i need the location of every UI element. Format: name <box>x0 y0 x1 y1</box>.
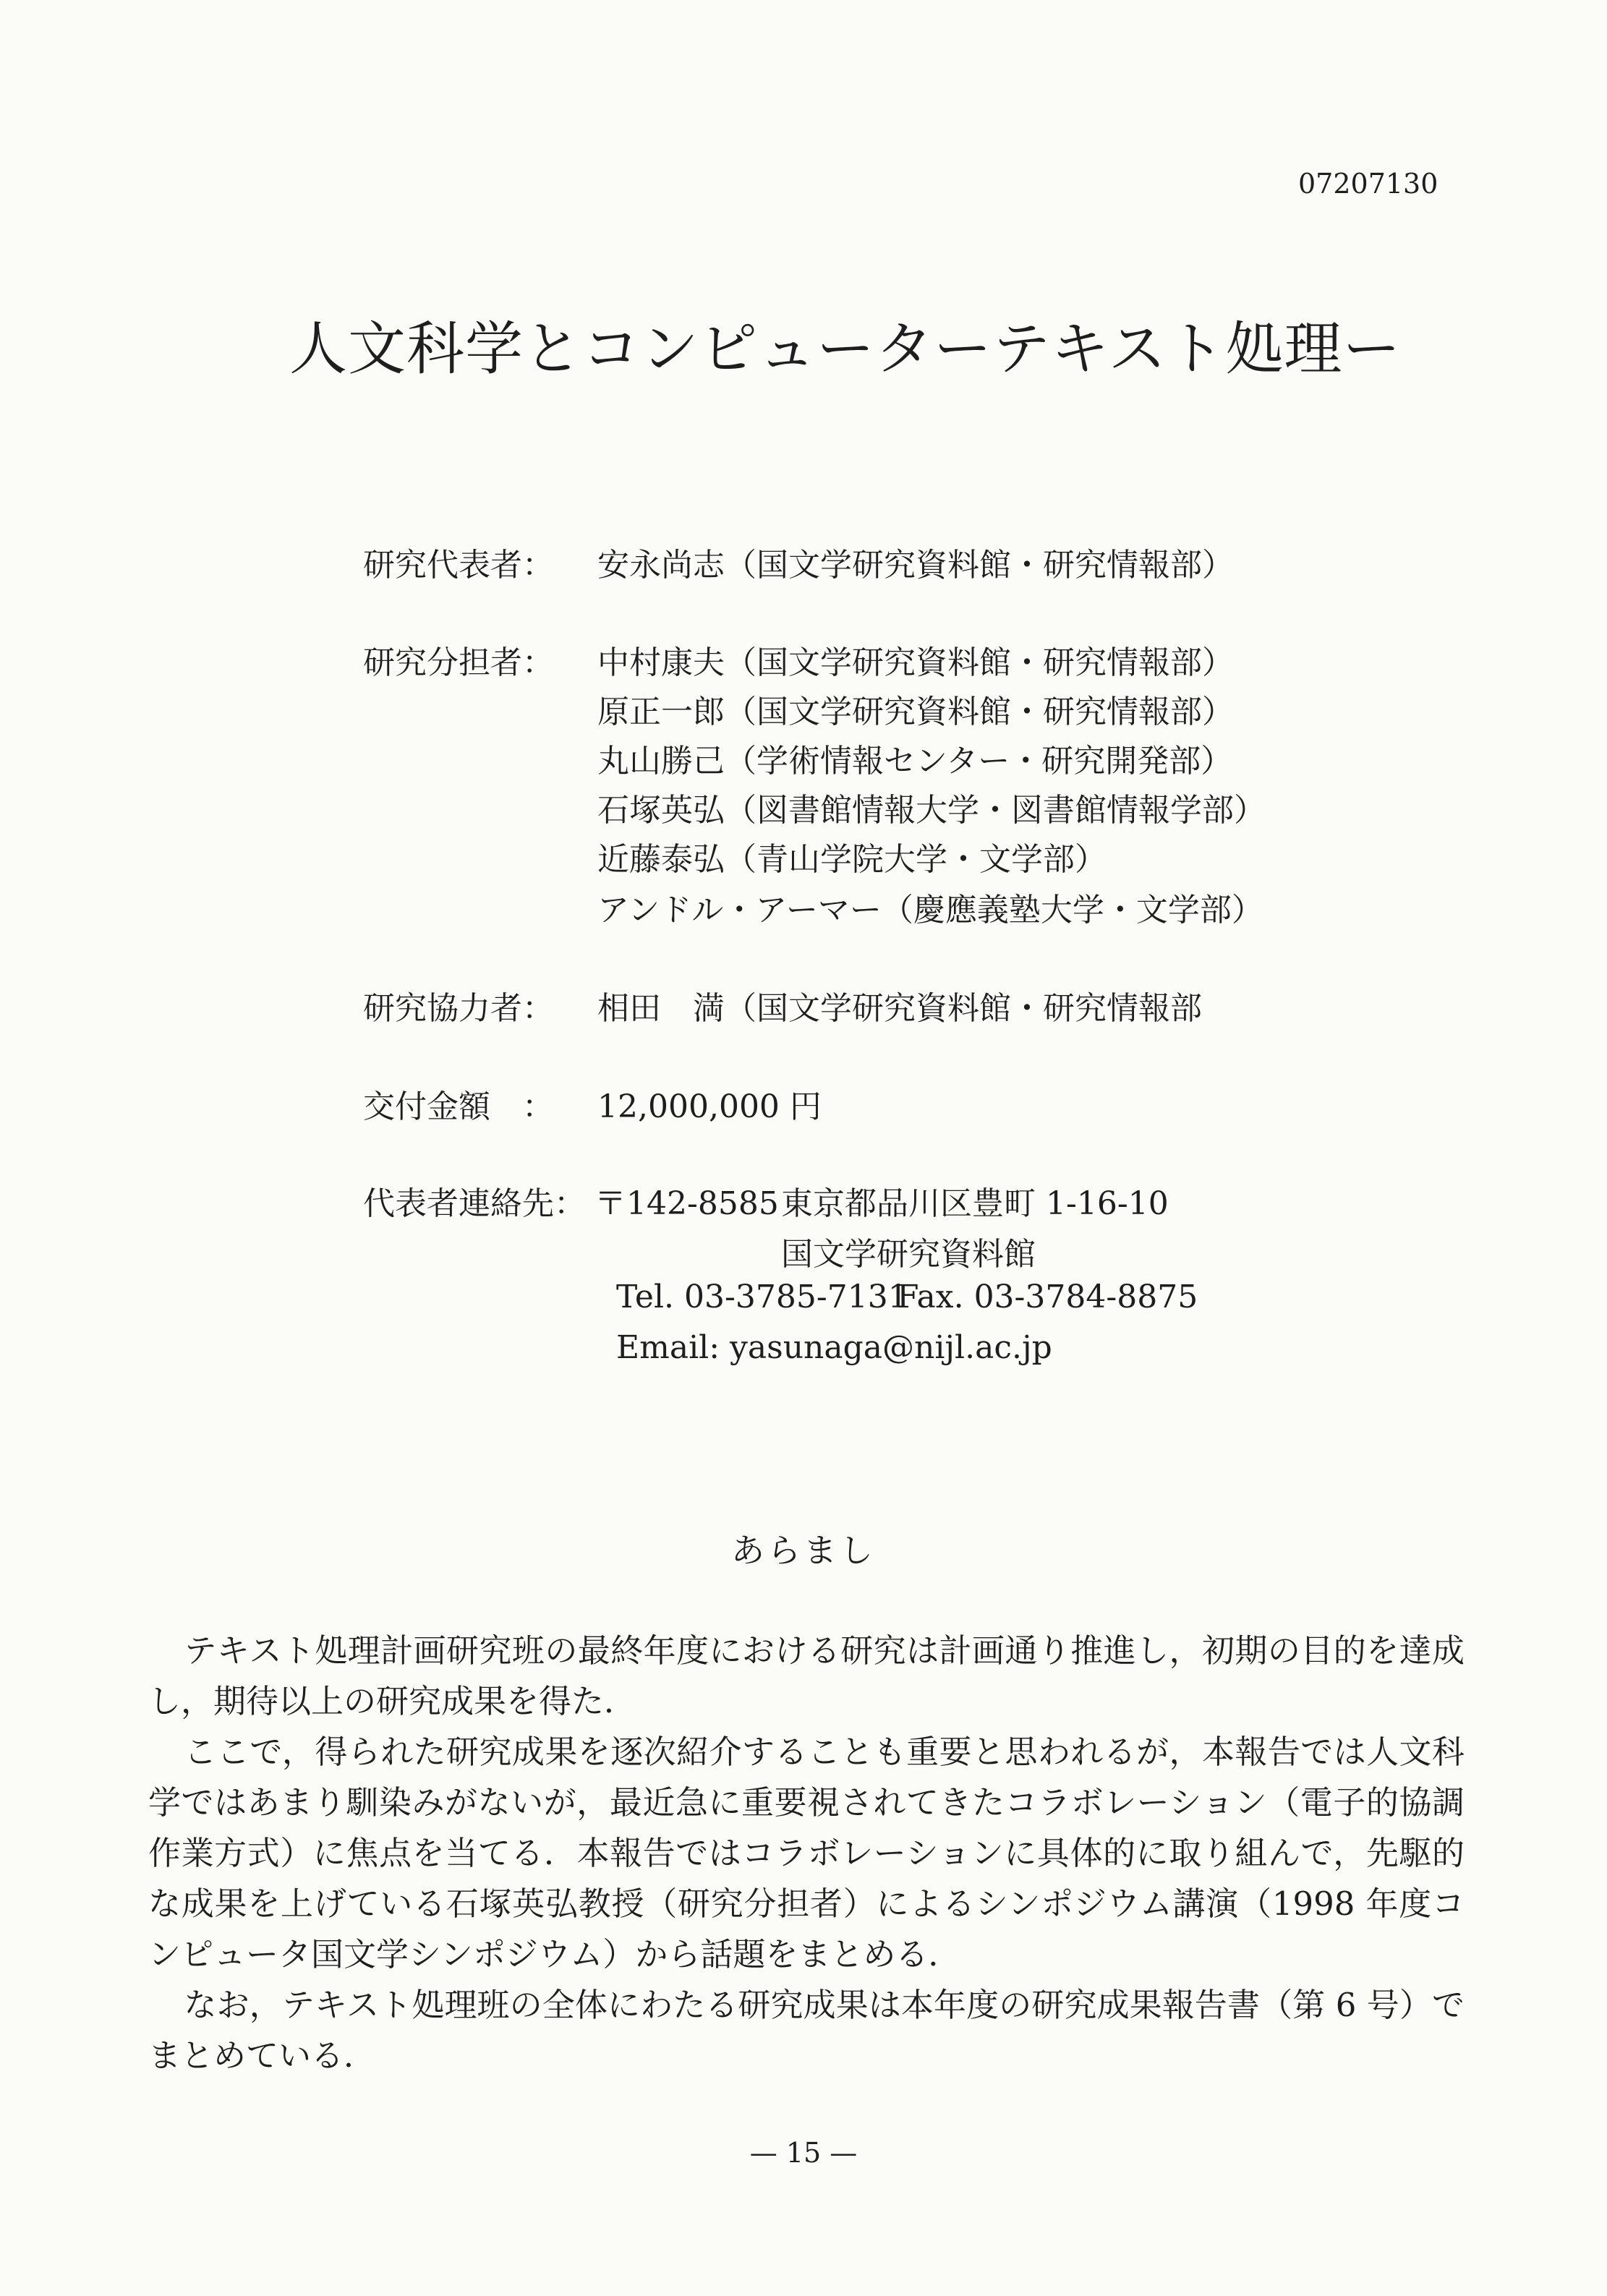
contact-institution: 国文学研究資料館 <box>781 1236 1036 1273</box>
shared-entry-4: 石塚英弘（図書館情報大学・図書館情報学部） <box>597 792 1266 829</box>
cooperator-label: 研究協力者： <box>363 990 554 1027</box>
contact-fax: Fax. 03-3784-8875 <box>897 1279 1198 1315</box>
contact-label: 代表者連絡先： <box>363 1185 586 1222</box>
contact-tel: Tel. 03-3785-7131 <box>616 1279 908 1315</box>
shared-entry-1: 中村康夫（国文学研究資料館・研究情報部） <box>597 644 1234 681</box>
representative-label: 研究代表者： <box>363 547 554 584</box>
grant-label: 交付金額 ： <box>363 1088 554 1125</box>
page-number: — 15 — <box>749 2137 858 2169</box>
page-title: 人文科学とコンピューターテキスト処理ー <box>289 315 1402 383</box>
shared-entry-6: アンドル・アーマー（慶應義塾大学・文学部） <box>597 892 1263 929</box>
summary-heading: あらまし <box>731 1531 876 1570</box>
contact-postal: 〒142-8585 <box>594 1185 779 1222</box>
representative-entry: 安永尚志（国文学研究資料館・研究情報部） <box>597 547 1234 584</box>
grant-value: 12,000,000 円 <box>597 1088 822 1125</box>
shared-entry-3: 丸山勝己（学術情報センター・研究開発部） <box>597 743 1233 780</box>
contact-address: 東京都品川区豊町 1-16-10 <box>781 1185 1169 1222</box>
shared-entry-5: 近藤泰弘（青山学院大学・文学部） <box>597 841 1107 878</box>
summary-paragraph-2: ここで，得られた研究成果を逐次紹介することも重要と思われるが，本報告では人文科学ではあまり馴染みがないが，最近急に重要視されてきたコラボレーション（電子的協調作業方式）に焦点を当てる．本報告ではコラボレーションに具体的に取り組んで，先駆的な成果を上げている石塚英弘教授（研究分担者）によるシンポジウム講演（1998 年度コンピュータ国文学シンポジウム）から話題をまとめる． <box>148 1733 1465 1973</box>
shared-entry-2: 原正一郎（国文学研究資料館・研究情報部） <box>597 694 1234 730</box>
summary-paragraph-3: なお，テキスト処理班の全体にわたる研究成果は本年度の研究成果報告書（第 6 号）でまとめている． <box>148 1986 1465 2075</box>
summary-paragraph-1: テキスト処理計画研究班の最終年度における研究は計画通り推進し，初期の目的を達成し，期待以上の研究成果を得た． <box>148 1631 1465 1720</box>
shared-label: 研究分担者： <box>363 644 554 681</box>
document-id: 07207130 <box>1298 168 1438 200</box>
contact-email: Email: yasunaga@nijl.ac.jp <box>616 1329 1052 1366</box>
cooperator-entry: 相田 満（国文学研究資料館・研究情報部 <box>597 990 1202 1027</box>
summary-body <box>148 1626 1465 2081</box>
